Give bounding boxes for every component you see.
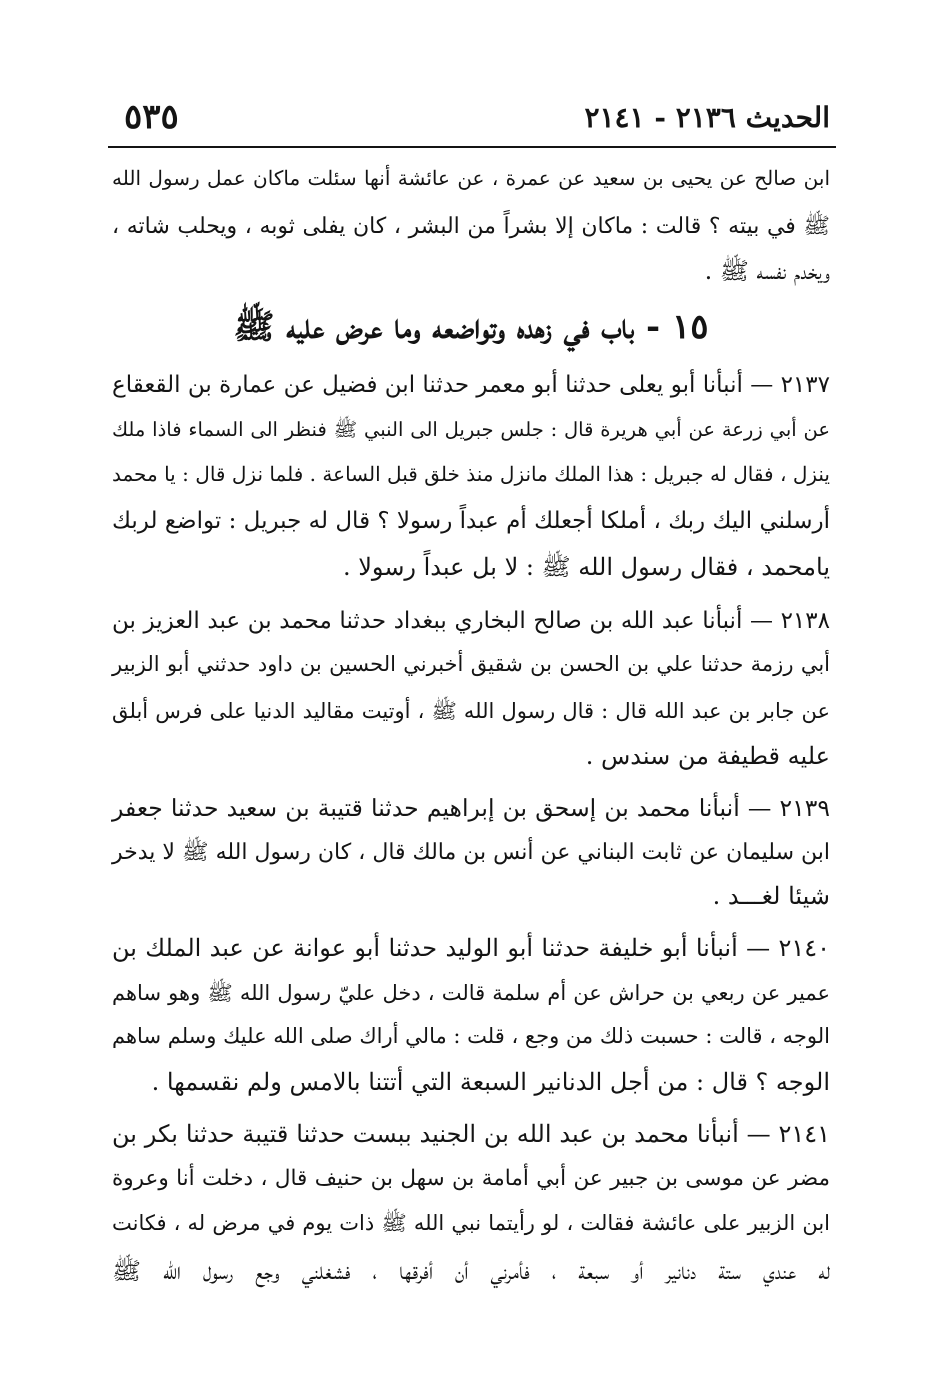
page-number: ٥٣٥	[124, 97, 179, 137]
text-line: ابن صالح عن يحيى بن سعيد عن عمرة ، عن عائشة أنها سئلت ماكان عمل رسول الله	[112, 166, 830, 190]
page-header	[112, 95, 830, 139]
text-line: ويخدم نفسه ﷺ .	[704, 257, 830, 285]
hadith-line: مضر عن موسى بن جبير عن أبي أمامة بن سهل بن حنيف قال ، دخلت أنا وعروة	[112, 1166, 830, 1191]
hadith-line: ٢١٣٨ — أنبأنا عبد الله بن صالح البخاري ببغداد حدثنا محمد بن عبد العزيز بن	[112, 608, 830, 634]
hadith-line: ٢١٤١ — أنبأنا محمد بن عبد الله بن الجنيد ببست حدثنا قتيبة حدثنا بكر بن	[112, 1120, 830, 1148]
hadith-line: عن أبي زرعة عن أبي هريرة قال : جلس جبريل الى النبي ﷺ فنظر الى السماء فاذا ملك	[112, 418, 830, 441]
hadith-line: ٢١٤٠ — أنبأنا أبو خليفة حدثنا أبو الوليد حدثنا أبو عوانة عن عبد الملك بن	[112, 934, 830, 962]
hadith-line: عن جابر بن عبد الله قال : قال رسول الله ﷺ ، أوتيت مقاليد الدنيا على فرس أبلق	[112, 699, 830, 723]
hadith-line: ابن سليمان عن ثابت البناني عن أنس بن مالك قال ، كان رسول الله ﷺ لا يدخر	[112, 840, 830, 865]
hadith-line: شيئا لغـــد .	[712, 882, 830, 910]
hadith-line: له عندي ستة دنانير أو سبعة ، فأمرني أن أفرقها ، فشغلني وجع رسول الله ﷺ	[112, 1257, 830, 1285]
hadith-line: أرسلني اليك ربك ، أملكا أجعلك أم عبداً رسولا ؟ قال له جبريل : تواضع لربك	[112, 508, 830, 534]
hadith-line: عمير عن ربعي بن حراش عن أم سلمة قالت ، دخل عليّ رسول الله ﷺ وهو ساهم	[112, 981, 830, 1005]
running-head: الحديث ٢١٣٦ - ٢١٤١	[584, 101, 830, 134]
hadith-line: أبي رزمة حدثنا علي بن الحسن بن شقيق أخبرني الحسين بن داود حدثني أبو الزبير	[112, 652, 830, 676]
hadith-line: يامحمد ، فقال رسول الله ﷺ : لا بل عبداً رسولا .	[342, 553, 830, 581]
hadith-line: ٢١٣٧ — أنبأنا أبو يعلى حدثنا أبو معمر حدثنا ابن فضيل عن عمارة بن القعقاع	[112, 372, 830, 398]
hadith-line: عليه قطيفة من سندس .	[585, 742, 830, 770]
text-line: ﷺ في بيته ؟ قالت : ماكان إلا بشراً من البشر ، كان يفلى ثوبه ، ويحلب شاته ،	[112, 214, 830, 239]
hadith-line: ينزل ، فقال له جبريل : هذا الملك مانزل منذ خلق قبل الساعة . فلما نزل قال : يا محمد	[112, 462, 830, 486]
hadith-line: الوجه ، قالت : حسبت ذلك من وجع ، قلت : مالي أراك صلى الله عليك وسلم ساهم	[112, 1024, 830, 1048]
hadith-line: الوجه ؟ قال : من أجل الدنانير السبعة التي أتتنا بالامس ولم نقسمها .	[151, 1068, 830, 1096]
chapter-title: ١٥ - باب في زهده وتواضعه وما عرض عليه ﷺ	[233, 307, 709, 347]
header-rule	[108, 146, 836, 148]
hadith-line: ابن الزبير على عائشة فقالت ، لو رأيتما نبي الله ﷺ ذات يوم في مرض له ، فكانت	[112, 1211, 830, 1235]
hadith-line: ٢١٣٩ — أنبأنا محمد بن إسحق بن إبراهيم حدثنا قتيبة بن سعيد حدثنا جعفر	[112, 794, 830, 822]
